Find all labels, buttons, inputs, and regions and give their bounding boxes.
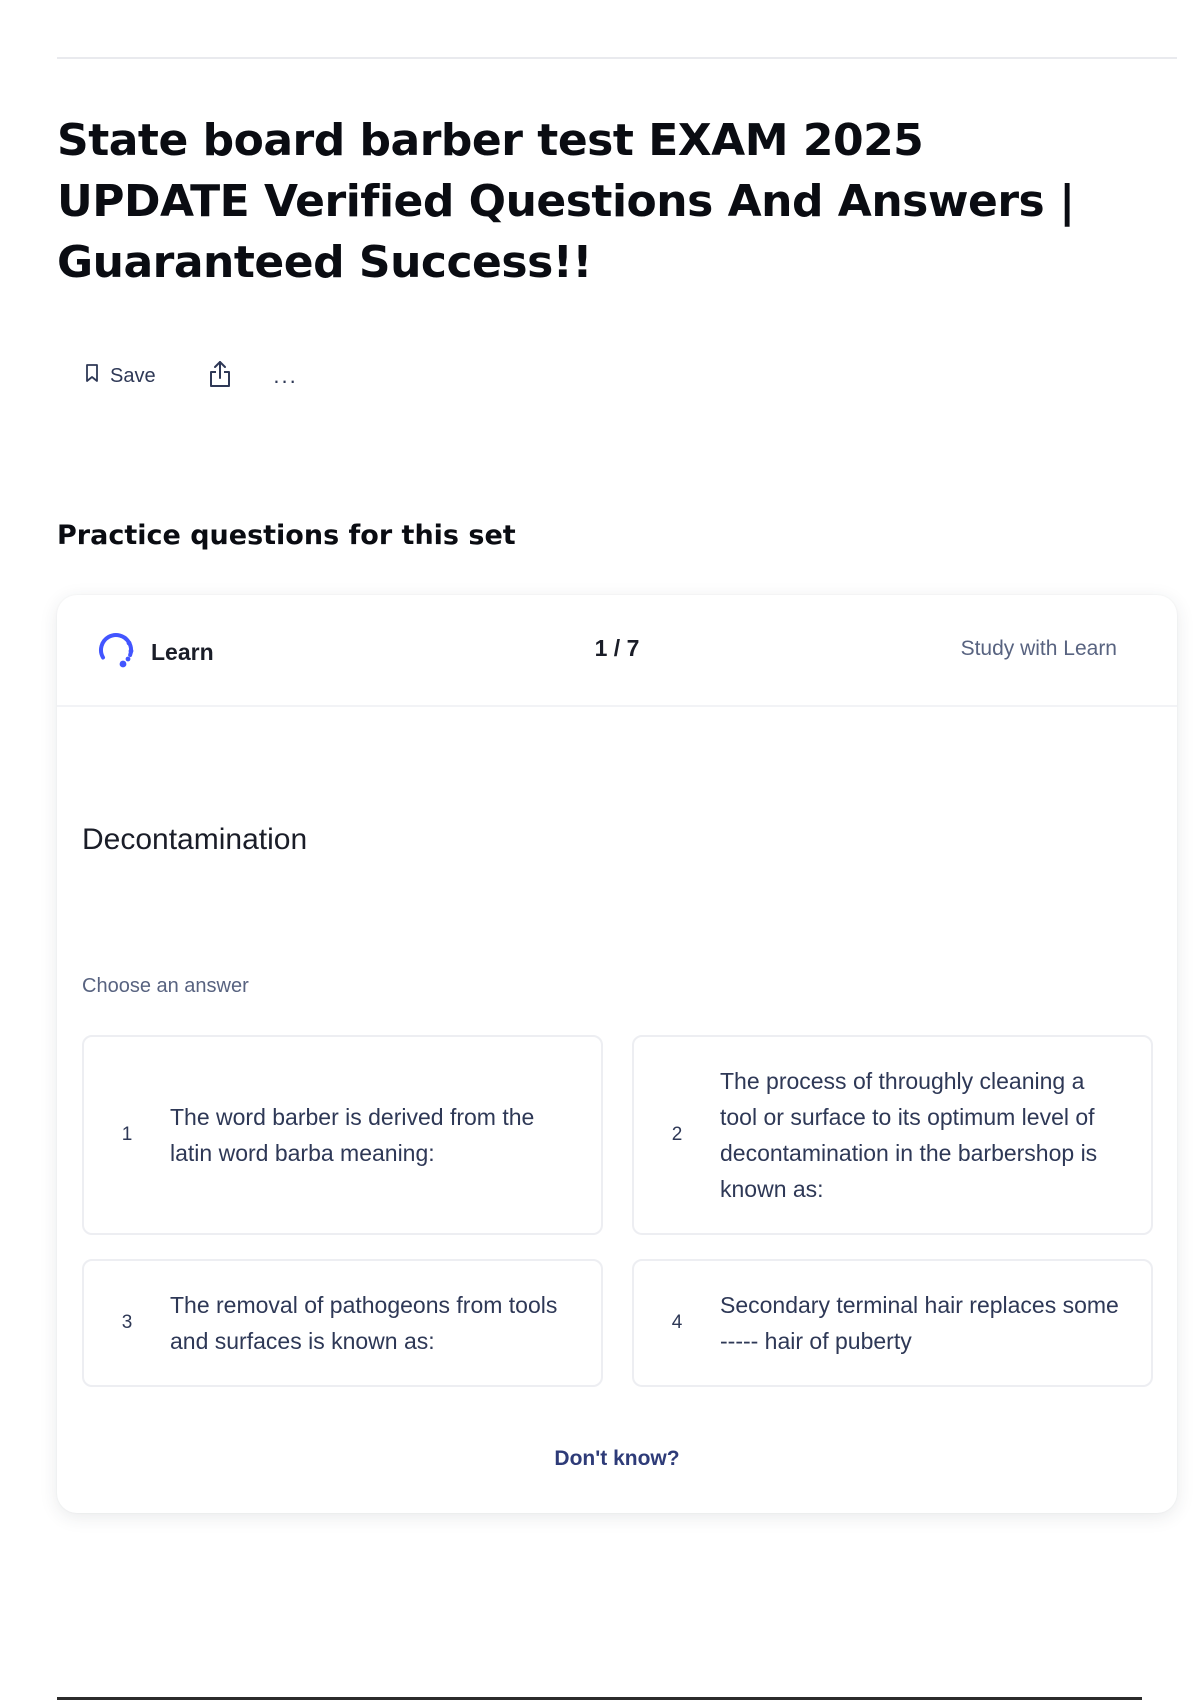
learn-label: Learn [151,639,214,665]
top-divider [57,57,1177,59]
choose-answer-label: Choose an answer [82,975,249,997]
option-number: 1 [121,1124,133,1145]
option-text: Secondary terminal hair replaces some ----- hair of puberty [720,1292,1119,1354]
card-header [57,595,1177,707]
share-button[interactable] [198,356,242,396]
question-progress: 1 / 7 [594,635,640,661]
study-with-learn-link[interactable]: Study with Learn [960,637,1117,660]
option-number: 4 [671,1312,683,1333]
more-dots-icon: ... [273,363,298,388]
bookmark-icon [84,363,100,389]
action-bar [70,356,308,396]
option-number: 2 [671,1124,683,1145]
answer-option-4[interactable] [632,1259,1153,1387]
practice-heading: Practice questions for this set [57,520,516,551]
save-label: Save [110,364,156,387]
dont-know-button[interactable]: Don't know? [554,1447,680,1470]
answer-option-2[interactable] [632,1035,1153,1235]
more-options-button[interactable] [264,356,308,396]
page-title: State board barber test EXAM 2025 UPDATE Verified Questions And Answers | Guaranteed Success!! [57,115,1075,288]
save-button[interactable] [70,357,170,395]
answer-option-3[interactable] [82,1259,603,1387]
answer-option-1[interactable] [82,1035,603,1235]
option-text: The word barber is derived from the latin word barba meaning: [170,1104,535,1166]
practice-card [57,595,1177,1513]
option-text: The removal of pathogeons from tools and surfaces is known as: [170,1292,558,1354]
share-icon [207,359,233,394]
option-text: The process of throughly cleaning a tool or surface to its optimum level of decontamination in the barbershop is known as: [720,1068,1098,1202]
question-term: Decontamination [82,823,308,856]
option-number: 3 [121,1312,133,1333]
